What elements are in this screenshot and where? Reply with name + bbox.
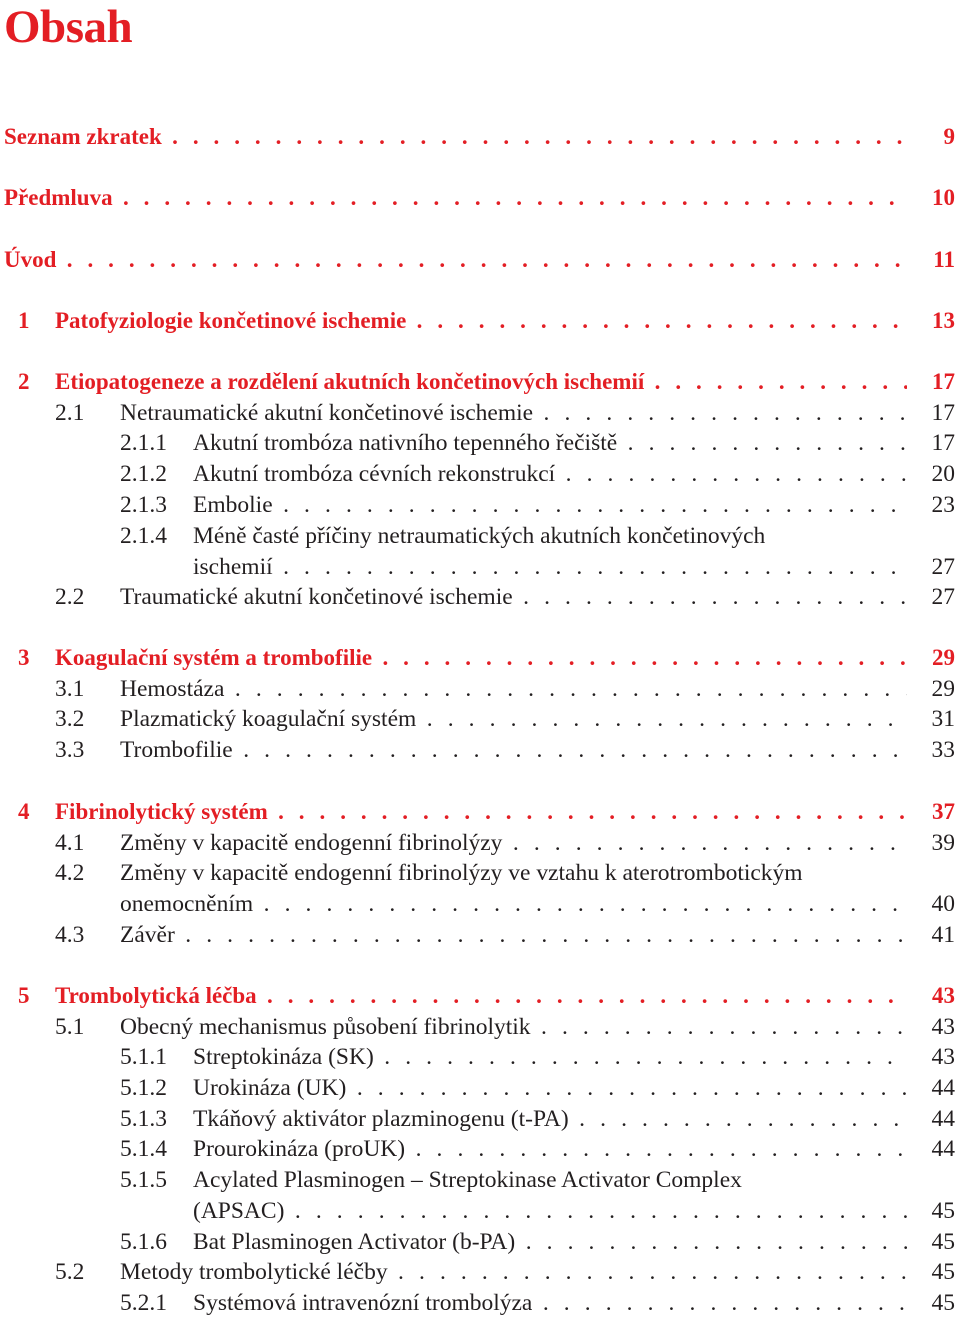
toc-entry-title: Změny v kapacitě endogenní fibrinolýzy ve vztahu k aterotrombotickým — [120, 860, 803, 886]
toc-entry-title: Etiopatogeneze a rozdělení akutních končetinových ischemií . . . — [55, 367, 907, 397]
toc-entry-page: 44 — [931, 1106, 955, 1132]
toc-entry[interactable] — [18, 981, 955, 1011]
toc-entry-page: 45 — [931, 1259, 955, 1285]
toc-entry-title: Trombofilie . . . — [120, 735, 907, 765]
toc-entry-page: 23 — [931, 492, 955, 518]
toc-entry[interactable] — [18, 797, 955, 827]
toc-entry-page: 13 — [932, 308, 955, 333]
toc-entry[interactable] — [55, 735, 955, 765]
toc-entry-title: ischemií . . . — [193, 552, 907, 582]
toc-entry-number: 4.1 — [55, 830, 85, 856]
toc-entry-title: Změny v kapacitě endogenní fibrinolýzy . . . — [120, 828, 907, 858]
toc-entry[interactable] — [120, 490, 955, 520]
toc-entry-page: 43 — [931, 1044, 955, 1070]
toc-entry-page: 33 — [931, 737, 955, 763]
toc-entry-page: 44 — [931, 1075, 955, 1101]
toc-entry-number: 4.3 — [55, 922, 85, 948]
toc-entry-number: 5 — [18, 983, 30, 1008]
toc-entry-title: Embolie . . . — [193, 490, 907, 520]
toc-entry[interactable] — [120, 1288, 955, 1318]
page-title: Obsah — [4, 1, 133, 53]
toc-entry[interactable] — [55, 704, 955, 734]
toc-entry-title: Akutní trombóza nativního tepenného řečiště . . . — [193, 428, 907, 458]
toc-entry-title: (APSAC) . . . — [193, 1196, 907, 1226]
toc-entry[interactable] — [120, 1196, 955, 1226]
toc-entry-number: 3.1 — [55, 676, 85, 702]
toc-entry[interactable] — [120, 552, 955, 582]
toc-entry[interactable] — [120, 1227, 955, 1257]
toc-entry[interactable] — [55, 1012, 955, 1042]
toc-entry-page: 43 — [932, 983, 955, 1008]
toc-entry-title: Závěr . . . — [120, 920, 907, 950]
toc-entry-page: 31 — [931, 706, 955, 732]
toc-entry-number: 2.1.3 — [120, 492, 167, 518]
toc-entry-title: Prourokináza (proUK) . . . — [193, 1134, 907, 1164]
toc-entry-number: 5.1.5 — [120, 1167, 167, 1193]
toc-entry-page: 45 — [931, 1290, 955, 1316]
toc-entry-number: 3.3 — [55, 737, 85, 763]
toc-entry[interactable] — [120, 459, 955, 489]
toc-entry[interactable] — [55, 582, 955, 612]
toc-entry[interactable] — [18, 367, 955, 397]
toc-entry[interactable] — [4, 183, 955, 213]
toc-entry-number: 3 — [18, 645, 30, 670]
toc-entry-page: 29 — [931, 676, 955, 702]
toc-entry[interactable] — [120, 428, 955, 458]
toc-entry-title: Předmluva . . . — [4, 183, 907, 213]
toc-entry-title: Urokináza (UK) . . . — [193, 1073, 907, 1103]
toc-entry-number: 5.1 — [55, 1014, 85, 1040]
toc-entry-number: 5.2.1 — [120, 1290, 167, 1316]
toc-entry-page: 43 — [931, 1014, 955, 1040]
toc-entry-page: 41 — [931, 922, 955, 948]
toc-entry-title: Acylated Plasminogen – Streptokinase Activator Complex — [193, 1167, 742, 1193]
toc-entry-page: 37 — [932, 799, 955, 824]
toc-entry-title: Méně časté příčiny netraumatických akutních končetinových — [193, 523, 766, 549]
toc-entry-page: 9 — [943, 124, 955, 149]
toc-entry[interactable] — [55, 889, 955, 919]
toc-entry[interactable] — [55, 674, 955, 704]
toc-entry-title: Streptokináza (SK) . . . — [193, 1042, 907, 1072]
toc-entry[interactable] — [120, 1042, 955, 1072]
toc-entry-title: Tkáňový aktivátor plazminogenu (t-PA) . . . — [193, 1104, 907, 1134]
toc-entry-number: 4 — [18, 799, 30, 824]
toc-entry-page: 45 — [931, 1229, 955, 1255]
toc-entry-title: Bat Plasminogen Activator (b-PA) . . . — [193, 1227, 907, 1257]
toc-entry-page: 17 — [931, 400, 955, 426]
toc-entry-page: 17 — [932, 369, 955, 394]
toc-entry-number: 4.2 — [55, 860, 85, 886]
toc-entry-number: 5.1.4 — [120, 1136, 167, 1162]
toc-entry-number: 2.1 — [55, 400, 85, 426]
toc-entry-number: 2.1.2 — [120, 461, 167, 487]
toc-entry[interactable] — [120, 1134, 955, 1164]
toc-entry-title: Trombolytická léčba . . . — [55, 981, 907, 1011]
toc-entry-number: 1 — [18, 308, 30, 333]
toc-entry-title: Úvod . . . — [4, 245, 907, 275]
toc-entry-number: 2.2 — [55, 584, 85, 610]
toc-entry[interactable] — [4, 245, 955, 275]
toc-entry-title: Systémová intravenózní trombolýza . . . — [193, 1288, 907, 1318]
toc-entry[interactable] — [18, 643, 955, 673]
toc-entry-title: onemocněním . . . — [120, 889, 907, 919]
toc-entry[interactable] — [120, 1104, 955, 1134]
toc-entry[interactable] — [55, 398, 955, 428]
toc-entry-title: Hemostáza . . . — [120, 674, 907, 704]
toc-entry-page: 17 — [931, 430, 955, 456]
toc-entry-page: 10 — [932, 185, 955, 210]
toc-entry-number: 2 — [18, 369, 30, 394]
toc-entry-number: 5.2 — [55, 1259, 85, 1285]
toc-entry-page: 20 — [931, 461, 955, 487]
toc-entry-title: Fibrinolytický systém . . . — [55, 797, 907, 827]
toc-entry[interactable] — [4, 122, 955, 152]
toc-entry-page: 27 — [931, 554, 955, 580]
toc-entry-page: 40 — [931, 891, 955, 917]
toc-entry-title: Obecný mechanismus působení fibrinolytik . . . — [120, 1012, 907, 1042]
toc-entry-number: 5.1.3 — [120, 1106, 167, 1132]
toc-entry-number: 5.1.1 — [120, 1044, 167, 1070]
toc-entry[interactable] — [18, 306, 955, 336]
toc-entry-page: 39 — [931, 830, 955, 856]
toc-entry-page: 44 — [931, 1136, 955, 1162]
toc-entry-number: 5.1.6 — [120, 1229, 167, 1255]
toc-entry-title: Akutní trombóza cévních rekonstrukcí . . . — [193, 459, 907, 489]
toc-entry-title: Koagulační systém a trombofilie . . . — [55, 643, 907, 673]
toc-entry-page: 11 — [933, 247, 955, 272]
toc-entry-title: Seznam zkratek . . . — [4, 122, 907, 152]
toc-entry-title: Traumatické akutní končetinové ischemie . . . — [120, 582, 907, 612]
toc-entry-number: 3.2 — [55, 706, 85, 732]
toc-entry[interactable] — [55, 1257, 955, 1287]
toc-entry-page: 45 — [931, 1198, 955, 1224]
toc-entry[interactable] — [55, 828, 955, 858]
toc-entry-title: Patofyziologie končetinové ischemie . . . — [55, 306, 907, 336]
toc-entry-page: 29 — [932, 645, 955, 670]
toc-entry-page: 27 — [931, 584, 955, 610]
toc-entry-title: Netraumatické akutní končetinové ischemie . . . — [120, 398, 907, 428]
toc-entry-number: 5.1.2 — [120, 1075, 167, 1101]
toc-entry-number: 2.1.4 — [120, 523, 167, 549]
toc-entry-title: Plazmatický koagulační systém . . . — [120, 704, 907, 734]
toc-entry[interactable] — [120, 1073, 955, 1103]
toc-entry[interactable] — [55, 920, 955, 950]
toc-entry-number: 2.1.1 — [120, 430, 167, 456]
toc-entry-title: Metody trombolytické léčby . . . — [120, 1257, 907, 1287]
